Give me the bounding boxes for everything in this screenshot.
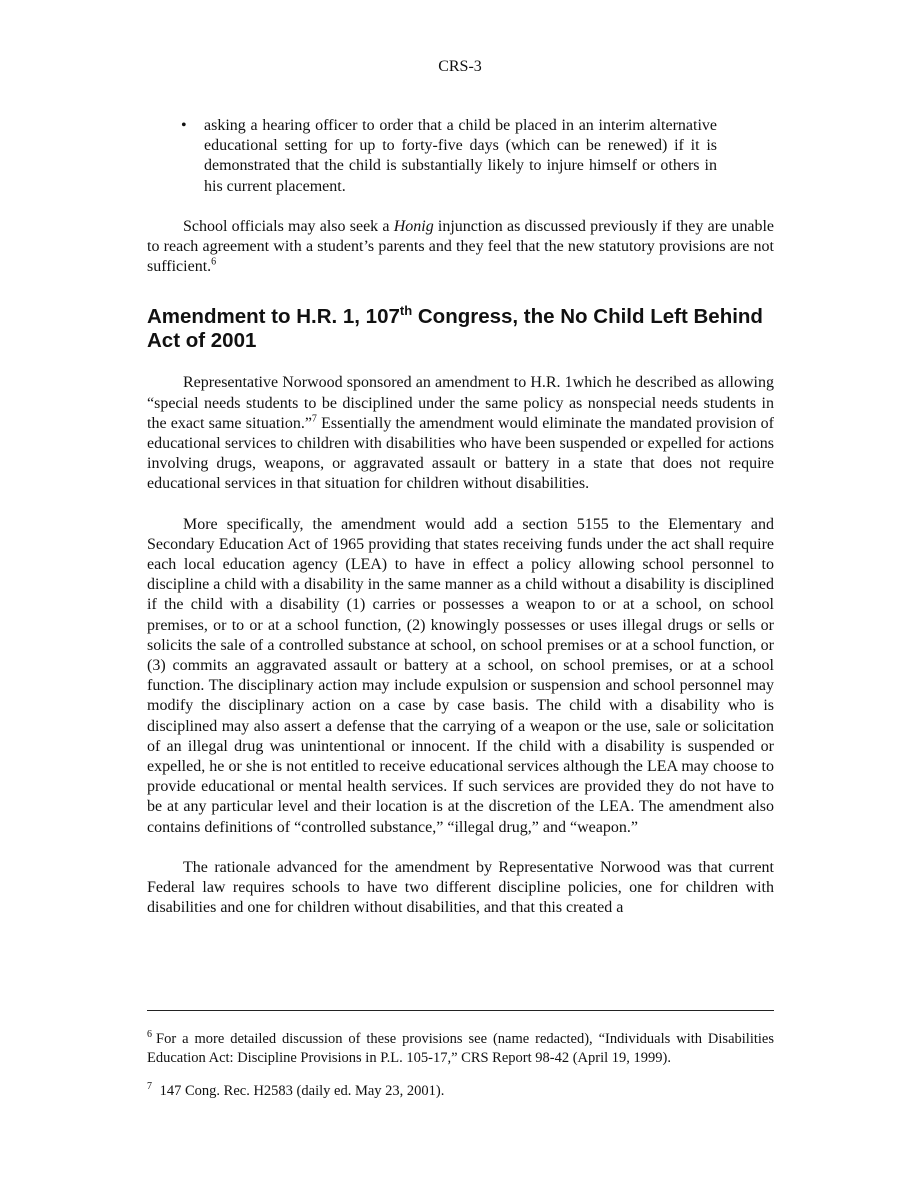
document-body [147, 116, 774, 939]
paragraph-text: Representative Norwood sponsored an amendment to H.R. 1which he described as allowing “special needs students to be disciplined under the same policy as nonspecial needs students in the exact same situation.” [147, 374, 774, 432]
footnote-mark: 7 [147, 1081, 152, 1093]
footnotes [147, 1030, 774, 1115]
heading-text: Amendment to H.R. 1, 107 [147, 305, 400, 329]
section-heading [147, 305, 774, 353]
footnote-text: 147 Cong. Rec. H2583 (daily ed. May 23, 2001). [156, 1083, 445, 1099]
footnote-divider [147, 1010, 774, 1011]
paragraph-norwood [147, 373, 774, 494]
footnote-6 [147, 1030, 774, 1068]
heading-superscript: th [399, 303, 413, 319]
bullet-text: asking a hearing officer to order that a child be placed in an interim alternative educational setting for up to forty-five days (which can be renewed) if it is demonstrated that the child is substantially likely to injure himself or others in his current placement. [204, 117, 717, 195]
bullet-item [181, 116, 717, 197]
footnote-reference-6[interactable]: 6 [211, 256, 217, 268]
bullet-icon: • [181, 117, 187, 134]
paragraph-honig [147, 217, 774, 278]
paragraph-rationale: The rationale advanced for the amendment by Representative Norwood was that current Federal law requires schools to have two different discipline policies, one for children with disabilities and one for children without disabilities, and that this created a [147, 858, 774, 917]
heading-text: Congress, the No Child Left Behind Act of 2001 [147, 305, 763, 353]
footnote-reference-7[interactable]: 7 [311, 413, 317, 425]
paragraph-section-5155: More specifically, the amendment would add a section 5155 to the Elementary and Secondary Education Act of 1965 providing that states receiving funds under the act shall require each local education agency (LEA) to have in effect a policy allowing school personnel to discipline a child with a disability in the same manner as a child without a disability is disciplined if the child with a disability (1) carries or possesses a weapon to or at a school, on school premises, or to or at a school function, (2) knowingly possesses or uses illegal drugs or sells or solicits the sale of a controlled substance at school, on school premises or at a school function, or (3) commits an aggravated assault or battery at a school, on school premises, or at a school function. The disciplinary action may include expulsion or suspension and school personnel may modify the disciplinary action on a case by case basis. The child with a disability who is disciplined may also assert a defense that the carrying of a weapon or the use, sale or solicitation of an illegal drug was unintentional or innocent. If the child with a disability is suspended or expelled, he or she is not entitled to receive educational services although the LEA may choose to provide educational or mental health services. If such services are provided they do not have to be at any particular level and their location is at the discretion of the LEA. The amendment also contains definitions of “controlled substance,” “illegal drug,” and “weapon.” [147, 515, 774, 836]
footnote-7 [147, 1082, 774, 1101]
footnote-text: For a more detailed discussion of these provisions see (name redacted), “Individuals with Disabilities Education Act: Discipline Provisions in P.L. 105-17,” CRS Report 98-42 (April 19, 1999). [147, 1031, 774, 1066]
case-name-italic: Honig [393, 217, 434, 235]
paragraph-text: School officials may also seek a [183, 217, 394, 235]
page-number: CRS-3 [438, 58, 482, 75]
paragraph-text: injunction as discussed previously if they are unable to reach agreement with a student’s parents and they feel that the new statutory provisions are not sufficient. [147, 217, 774, 276]
footnote-mark: 6 [147, 1029, 152, 1041]
paragraph-text: Essentially the amendment would eliminate the mandated provision of educational services to children with disabilities who have been suspended or expelled for actions involving drugs, weapons, or aggravated assault or battery in a state that does not require educational services in that situation for children without disabilities. [147, 414, 774, 493]
